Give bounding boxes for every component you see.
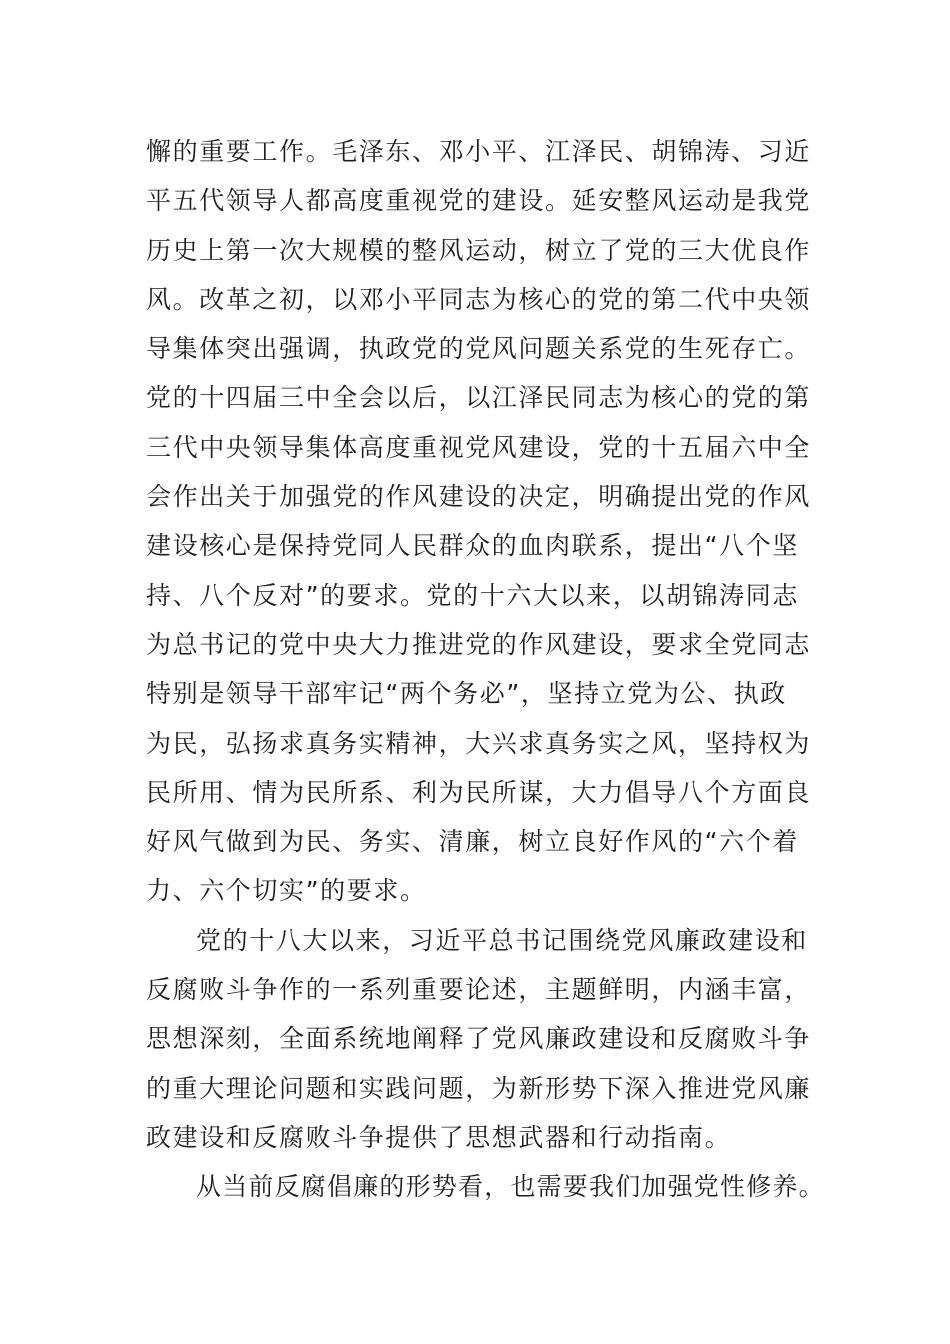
paragraph-3 [146,1162,825,1211]
text-line: 民所用、情为民所系、利为民所谋，大力倡导八个方面良 [146,777,812,807]
text-line: 平五代领导人都高度重视党的建设。延安整风运动是我党 [146,186,812,216]
text-line: 特别是领导干部牢记“两个务必”，坚持立党为公、执政 [146,679,787,709]
text-line: 思想深刻，全面系统地阐释了党风廉政建设和反腐败斗争 [146,1024,812,1054]
text-line: 为总书记的党中央大力推进党的作风建设，要求全党同志 [146,629,812,659]
text-line: 建设核心是保持党同人民群众的血肉联系，提出“八个坚 [146,531,799,561]
text-line: 党的十四届三中全会以后，以江泽民同志为核心的党的第 [146,383,812,413]
text-line: 三代中央领导集体高度重视党风建设，党的十五届六中全 [146,432,812,462]
text-line: 会作出关于加强党的作风建设的决定，明确提出党的作风 [146,482,812,512]
text-line: 导集体突出强调，执政党的党风问题关系党的生死存亡。 [146,334,812,364]
document-body [146,127,825,1212]
text-line: 政建设和反腐败斗争提供了思想武器和行动指南。 [146,1122,732,1152]
text-line: 的重大理论问题和实践问题，为新形势下深入推进党风廉 [146,1073,812,1103]
text-line: 反腐败斗争作的一系列重要论述，主题鲜明，内涵丰富， [146,975,812,1005]
text-line: 懈的重要工作。毛泽东、邓小平、江泽民、胡锦涛、习近 [146,137,812,166]
text-line: 风。改革之初，以邓小平同志为核心的党的第二代中央领 [146,284,812,314]
text-line: 为民，弘扬求真务实精神，大兴求真务实之风，坚持权为 [146,728,812,758]
paragraph-2 [146,916,812,1162]
text-line: 力、六个切实”的要求。 [146,876,427,906]
paragraph-1 [146,127,812,916]
text-line: 历史上第一次大规模的整风运动，树立了党的三大优良作 [146,235,812,265]
text-line: 党的十八大以来，习近平总书记围绕党风廉政建设和 [196,925,808,955]
text-line: 好风气做到为民、务实、清廉，树立良好作风的“六个着 [146,827,799,857]
text-line: 从当前反腐倡廉的形势看，也需要我们加强党性修养。 [196,1172,825,1202]
text-line: 持、八个反对”的要求。党的十六大以来，以胡锦涛同志 [146,580,799,610]
